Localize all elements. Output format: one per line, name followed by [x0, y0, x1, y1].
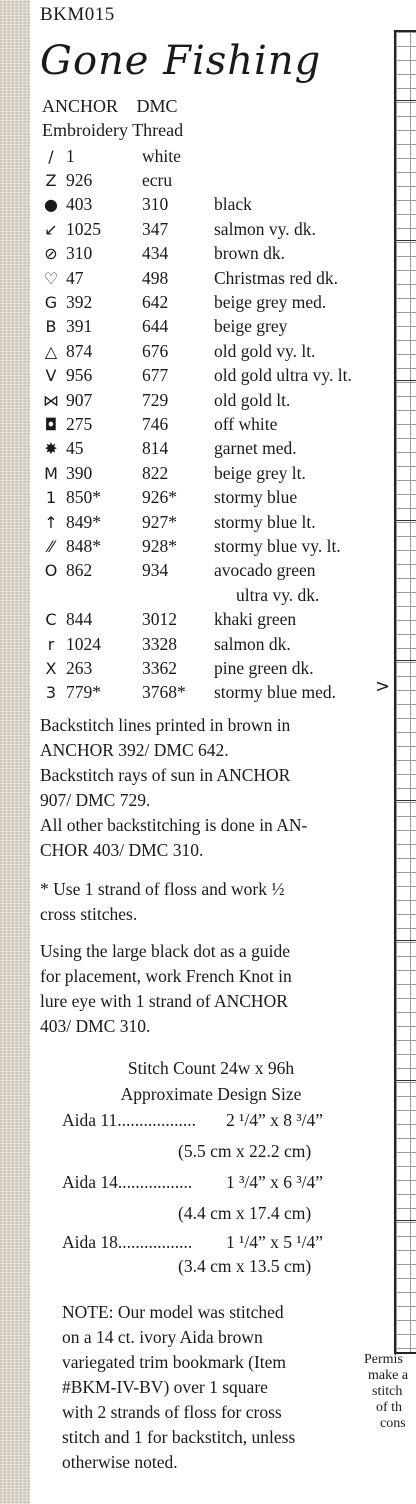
- color-name: Christmas red dk.: [214, 267, 338, 288]
- thread-row: [36, 632, 416, 656]
- grid-divider: [394, 1080, 416, 1081]
- stitch-chart-grid: [394, 30, 416, 1354]
- text-line: stitch and 1 for backstitch, unless: [62, 1427, 296, 1447]
- symbol-icon: /: [48, 146, 54, 166]
- grid-divider: [394, 940, 416, 941]
- anchor-number: 391: [66, 316, 93, 337]
- dmc-number: 927*: [142, 511, 177, 532]
- dmc-number: 498: [142, 267, 169, 288]
- thread-row: [36, 193, 416, 217]
- dmc-number: 3362: [142, 657, 177, 678]
- anchor-number: 926: [66, 170, 93, 191]
- thread-row-continuation: [36, 583, 416, 607]
- symbol-icon: ↑: [44, 512, 58, 532]
- size-aida-18-fabric: Aida 18.................: [62, 1232, 193, 1252]
- anchor-number: 907: [66, 389, 93, 410]
- dmc-number: 347: [142, 218, 169, 239]
- text-line: on a 14 ct. ivory Aida brown: [62, 1327, 263, 1347]
- anchor-number: 310: [66, 243, 93, 264]
- bookmark-fabric-strip: [0, 0, 30, 1504]
- dmc-number: 642: [142, 292, 169, 313]
- color-name: brown dk.: [214, 243, 285, 264]
- design-title: Gone Fishing: [40, 38, 322, 84]
- grid-divider: [394, 800, 416, 801]
- text-line: Backstitch rays of sun in ANCHOR: [40, 765, 291, 785]
- symbol-icon: ♡: [43, 268, 59, 288]
- color-name: stormy blue med.: [214, 682, 336, 703]
- color-name: stormy blue vy. lt.: [214, 535, 341, 556]
- thread-row: [36, 559, 416, 583]
- anchor-number: 403: [66, 194, 93, 215]
- size-aida-14-inches: 1 ³/4” x 6 ³/4”: [226, 1172, 324, 1192]
- anchor-number: 779*: [66, 682, 101, 703]
- text-line: with 2 strands of floss for cross: [62, 1402, 282, 1422]
- anchor-number: 956: [66, 365, 93, 386]
- color-name: beige grey: [214, 316, 288, 337]
- french-knot-instructions: [40, 939, 380, 1039]
- size-aida-11-inches: 2 ¹/4” x 8 ³/4”: [226, 1110, 324, 1130]
- dmc-number: 677: [142, 365, 169, 386]
- symbol-icon: ✸: [44, 439, 58, 459]
- thread-row: [36, 242, 416, 266]
- thread-row: [36, 485, 416, 509]
- dmc-number: 729: [142, 389, 169, 410]
- text-line: for placement, work French Knot in: [40, 966, 292, 986]
- grid-divider: [394, 520, 416, 521]
- thread-row: [36, 290, 416, 314]
- permission-note: [364, 1352, 408, 1432]
- symbol-icon: 1: [45, 488, 57, 508]
- dmc-number: 814: [142, 438, 169, 459]
- text-line: variegated trim bookmark (Item: [62, 1352, 287, 1372]
- dmc-number: 928*: [142, 535, 177, 556]
- color-name: off white: [214, 413, 278, 434]
- anchor-number: 849*: [66, 511, 101, 532]
- symbol-icon: C: [45, 610, 57, 630]
- color-name: beige grey lt.: [214, 462, 306, 483]
- thread-row: [36, 339, 416, 363]
- thread-row: [36, 681, 416, 705]
- symbol-icon: ↙: [44, 219, 58, 239]
- anchor-number: 45: [66, 438, 84, 459]
- dmc-number: 3768*: [142, 682, 186, 703]
- chart-key-panel: [30, 0, 392, 1504]
- dmc-number: 3328: [142, 633, 177, 654]
- size-aida-14-cm: (4.4 cm x 17.4 cm): [178, 1203, 312, 1223]
- grid-divider: [394, 660, 416, 661]
- grid-divider: [394, 1220, 416, 1221]
- product-code: BKM015: [40, 4, 115, 25]
- thread-row: [36, 315, 416, 339]
- color-name: old gold vy. lt.: [214, 340, 316, 361]
- thread-row: [36, 168, 416, 192]
- thread-key-list: [36, 144, 416, 705]
- stitch-count: Stitch Count 24w x 96h: [127, 1058, 295, 1078]
- approx-size-heading: Approximate Design Size: [120, 1084, 302, 1104]
- thread-subtitle: Embroidery Thread: [42, 120, 184, 140]
- text-line: make a: [368, 1368, 409, 1383]
- color-name: salmon dk.: [214, 633, 291, 654]
- text-line: stitch: [372, 1384, 403, 1399]
- anchor-number: 1: [66, 145, 75, 166]
- thread-row: [36, 534, 416, 558]
- symbol-icon: O: [44, 561, 58, 581]
- anchor-number: 1025: [66, 218, 101, 239]
- symbol-icon: Z: [45, 171, 57, 191]
- symbol-icon: ⋈: [43, 390, 59, 410]
- grid-divider: [394, 240, 416, 241]
- color-name: stormy blue lt.: [214, 511, 316, 532]
- dmc-number: 934: [142, 560, 169, 581]
- thread-row: [36, 266, 416, 290]
- anchor-number: 1024: [66, 633, 101, 654]
- thread-brand-header: [42, 96, 192, 117]
- text-line: lure eye with 1 strand of ANCHOR: [40, 991, 288, 1011]
- text-line: NOTE: Our model was stitched: [62, 1302, 284, 1322]
- text-line: 907/ DMC 729.: [40, 790, 151, 810]
- model-note: [62, 1300, 392, 1475]
- color-name: black: [214, 194, 252, 215]
- dmc-number: white: [142, 145, 181, 166]
- size-aida-11-cm: (5.5 cm x 22.2 cm): [178, 1141, 312, 1161]
- text-line: Permis: [364, 1352, 403, 1367]
- symbol-icon: △: [44, 341, 58, 361]
- anchor-number: 848*: [66, 535, 101, 556]
- color-name: stormy blue: [214, 487, 298, 508]
- text-line: All other backstitching is done in AN-: [40, 815, 308, 835]
- dmc-number: 644: [142, 316, 169, 337]
- color-name: salmon vy. dk.: [214, 218, 316, 239]
- symbol-icon: r: [47, 634, 55, 654]
- text-line: ANCHOR 392/ DMC 642.: [40, 740, 229, 760]
- symbol-icon: ●: [44, 195, 58, 215]
- grid-divider: [394, 100, 416, 101]
- thread-row: [36, 144, 416, 168]
- backstitch-instructions: [40, 713, 380, 863]
- anchor-number: 844: [66, 609, 93, 630]
- color-name-continued: ultra vy. dk.: [236, 584, 320, 605]
- dmc-number: 676: [142, 340, 169, 361]
- color-name: beige grey med.: [214, 292, 327, 313]
- text-line: otherwise noted.: [62, 1452, 178, 1472]
- symbol-icon: ◘: [44, 414, 58, 434]
- color-name: pine green dk.: [214, 657, 314, 678]
- symbol-icon: M: [44, 463, 58, 483]
- symbol-icon: V: [45, 366, 57, 386]
- anchor-number: 263: [66, 657, 93, 678]
- symbol-icon: 3: [45, 683, 57, 703]
- color-name: old gold lt.: [214, 389, 291, 410]
- symbol-icon: X: [45, 658, 57, 678]
- dmc-number: 310: [142, 194, 169, 215]
- size-aida-18-inches: 1 ¹/4” x 5 ¹/4”: [226, 1232, 324, 1252]
- anchor-number: 850*: [66, 487, 101, 508]
- size-aida-18-cm: (3.4 cm x 13.5 cm): [178, 1256, 312, 1276]
- anchor-number: 275: [66, 413, 93, 434]
- symbol-icon: G: [44, 293, 58, 313]
- anchor-number: 390: [66, 462, 93, 483]
- color-name: old gold ultra vy. lt.: [214, 365, 352, 386]
- anchor-header: ANCHOR: [42, 96, 119, 116]
- text-line: Backstitch lines printed in brown in: [40, 715, 291, 735]
- thread-row: [36, 412, 416, 436]
- thread-row: [36, 437, 416, 461]
- thread-row: [36, 607, 416, 631]
- size-aida-14-fabric: Aida 14.................: [62, 1172, 193, 1192]
- dmc-number: 822: [142, 462, 169, 483]
- thread-row: [36, 656, 416, 680]
- symbol-icon: ⁄⁄: [48, 536, 54, 556]
- color-name: khaki green: [214, 609, 297, 630]
- dmc-number: 926*: [142, 487, 177, 508]
- center-arrow-icon: >: [375, 676, 391, 697]
- thread-row: [36, 388, 416, 412]
- size-aida-11-fabric: Aida 11..................: [62, 1110, 196, 1130]
- dmc-number: 434: [142, 243, 169, 264]
- anchor-number: 47: [66, 267, 84, 288]
- symbol-icon: B: [45, 317, 57, 337]
- text-line: * Use 1 strand of floss and work ½: [40, 879, 285, 899]
- text-line: cross stitches.: [40, 904, 138, 924]
- thread-row: [36, 364, 416, 388]
- text-line: CHOR 403/ DMC 310.: [40, 840, 204, 860]
- color-name: garnet med.: [214, 438, 297, 459]
- dmc-number: ecru: [142, 170, 173, 191]
- text-line: Using the large black dot as a guide: [40, 941, 290, 961]
- anchor-number: 392: [66, 292, 93, 313]
- half-stitch-note: [40, 877, 380, 927]
- grid-divider: [394, 380, 416, 381]
- color-name: avocado green: [214, 560, 316, 581]
- dmc-number: 3012: [142, 609, 177, 630]
- anchor-number: 862: [66, 560, 93, 581]
- dmc-number: 746: [142, 413, 169, 434]
- text-line: cons: [380, 1416, 406, 1431]
- thread-row: [36, 217, 416, 241]
- dmc-header: DMC: [136, 96, 178, 116]
- thread-row: [36, 510, 416, 534]
- symbol-icon: ⊘: [44, 244, 58, 264]
- anchor-number: 874: [66, 340, 93, 361]
- text-line: 403/ DMC 310.: [40, 1016, 151, 1036]
- text-line: #BKM-IV-BV) over 1 square: [62, 1377, 268, 1397]
- thread-row: [36, 461, 416, 485]
- text-line: of th: [376, 1400, 403, 1415]
